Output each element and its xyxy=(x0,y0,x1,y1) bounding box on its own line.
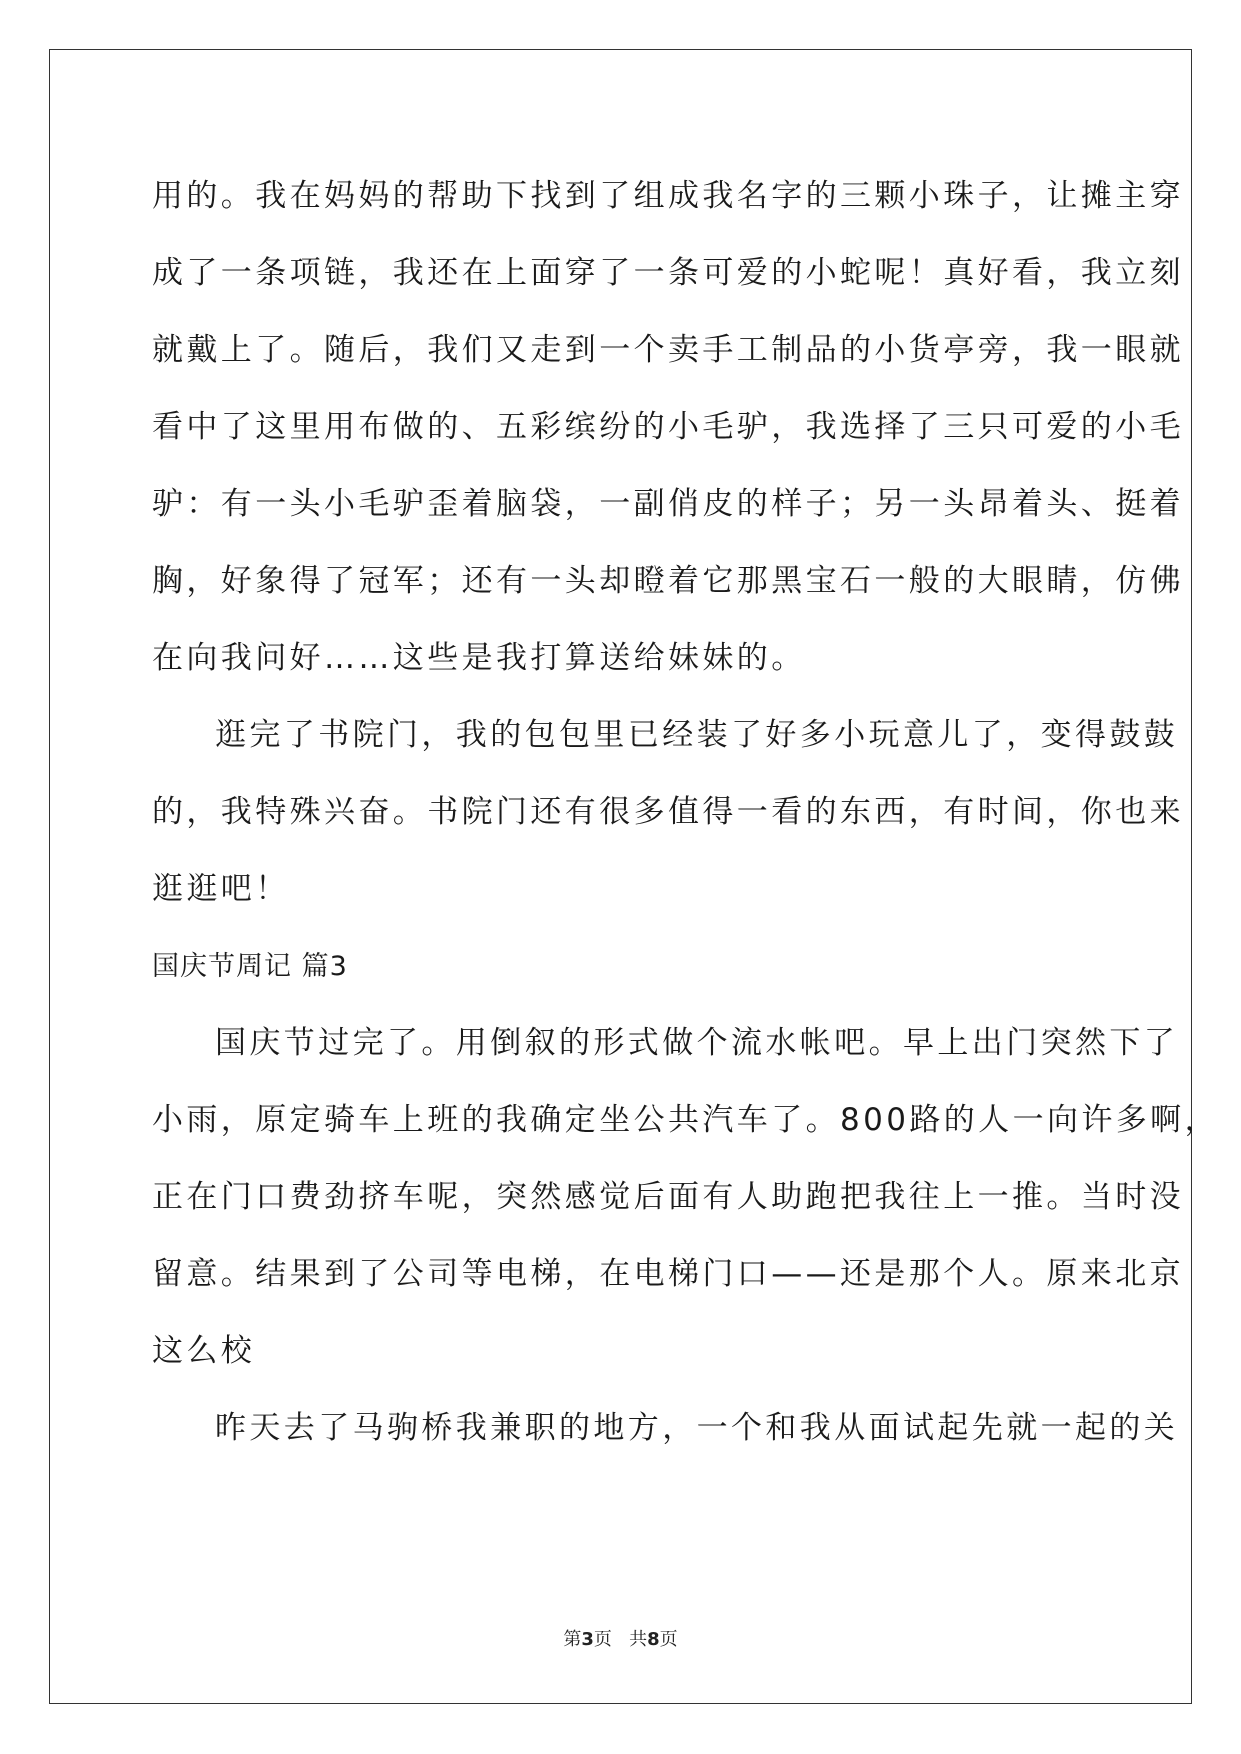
page-footer xyxy=(0,1625,1241,1651)
paragraph-line: 留意。结果到了公司等电梯，在电梯门口——还是那个人。原来北京 xyxy=(152,1256,1184,1292)
footer-current-page: 3 xyxy=(581,1629,594,1650)
footer-page-mid: 页 共 xyxy=(593,1629,648,1650)
paragraph-line: 正在门口费劲挤车呢，突然感觉后面有人助跑把我往上一推。当时没 xyxy=(152,1179,1184,1215)
paragraph-line: 驴：有一头小毛驴歪着脑袋，一副俏皮的样子；另一头昂着头、挺着 xyxy=(152,486,1184,522)
paragraph-line: 昨天去了马驹桥我兼职的地方，一个和我从面试起先就一起的关 xyxy=(215,1410,1179,1446)
paragraph-line: 看中了这里用布做的、五彩缤纷的小毛驴，我选择了三只可爱的小毛 xyxy=(152,409,1184,445)
footer-page-prefix: 第 xyxy=(563,1629,582,1650)
paragraph-line: 国庆节过完了。用倒叙的形式做个流水帐吧。早上出门突然下了 xyxy=(215,1025,1179,1061)
paragraph-line: 就戴上了。随后，我们又走到一个卖手工制品的小货亭旁，我一眼就 xyxy=(152,332,1184,368)
footer-total-pages: 8 xyxy=(647,1629,660,1650)
paragraph-line: 小雨，原定骑车上班的我确定坐公共汽车了。800路的人一向许多啊， xyxy=(152,1102,1219,1138)
section-heading: 国庆节周记 篇3 xyxy=(152,951,348,982)
paragraph-line: 用的。我在妈妈的帮助下找到了组成我名字的三颗小珠子，让摊主穿 xyxy=(152,178,1184,214)
paragraph-line: 成了一条项链，我还在上面穿了一条可爱的小蛇呢！真好看，我立刻 xyxy=(152,255,1184,291)
footer-page-suffix: 页 xyxy=(659,1629,678,1650)
paragraph-line: 胸，好象得了冠军；还有一头却瞪着它那黑宝石一般的大眼睛，仿佛 xyxy=(152,563,1184,599)
document-body xyxy=(152,158,1219,1467)
paragraph-line: 在向我问好……这些是我打算送给妹妹的。 xyxy=(152,640,806,676)
paragraph-line: 这么校 xyxy=(152,1333,256,1369)
paragraph-line: 逛完了书院门，我的包包里已经装了好多小玩意儿了，变得鼓鼓 xyxy=(215,717,1179,753)
paragraph-line: 逛逛吧！ xyxy=(152,871,290,907)
paragraph-line: 的，我特殊兴奋。书院门还有很多值得一看的东西，有时间，你也来 xyxy=(152,794,1184,830)
